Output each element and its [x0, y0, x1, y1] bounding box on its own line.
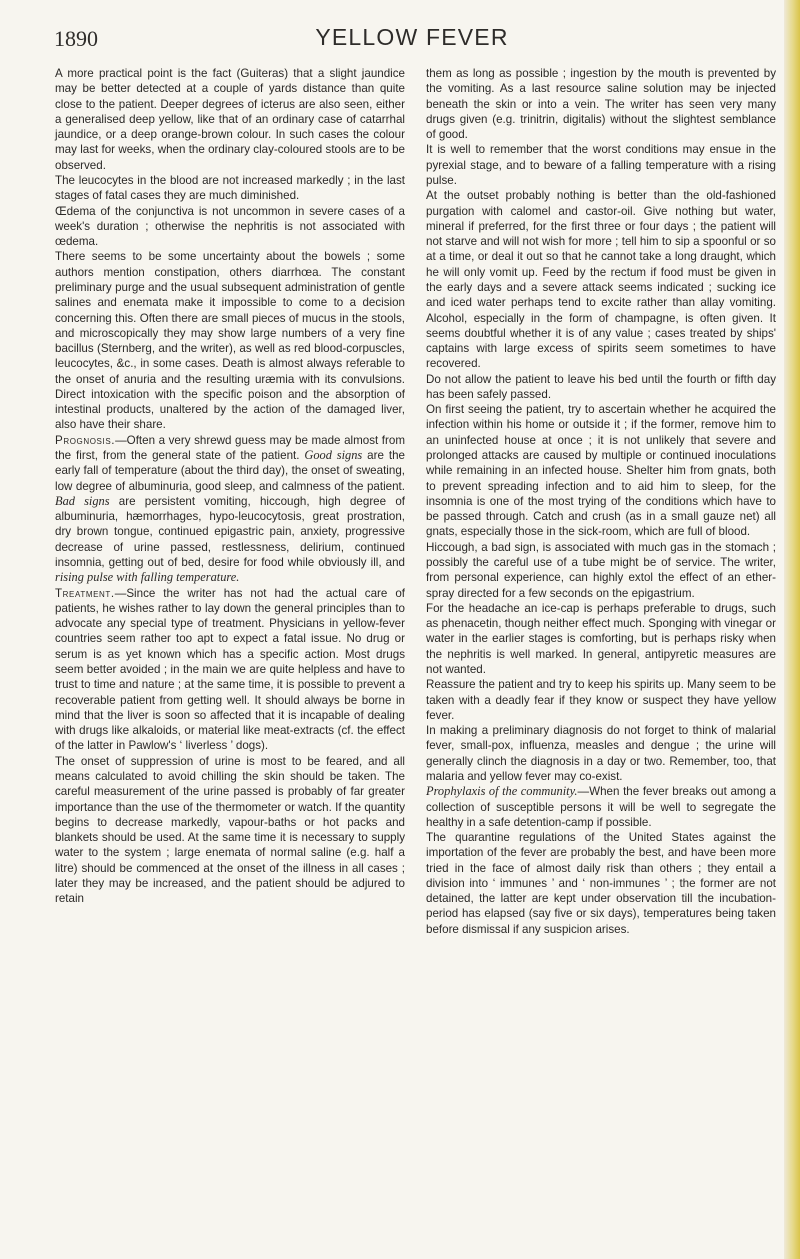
- paragraph-infection-source: On first seeing the patient, try to ascertain whether he acquired the infection within his home or outside it ; if the former, remove him to an uninfected house at once ; it is not unlikely that severe and prolonged attacks are caused by multiple or continued inoculations while remaining in an infected house. Shelter him from gnats, both to prevent spreading infection and to aid him to sleep, for the insomnia is one of the most trying of the conditions which have to be passed through. Catch and crush (as in a small gauze net) all gnats, especially those in the sick-room, which are full of blood.: [426, 403, 776, 539]
- paragraph-purgation: At the outset probably nothing is better than the old-fashioned purgation with calomel and castor-oil. Give nothing but water, mineral if preferred, for the first three or four days ; the patient will not starve and will not wish for more ; tell him to sip a spoonful or so at a time, or deal it out so that he cannot take a long draught, which he will only vomit up. Feed by the rectum if food must be given in the early days and a severe attack seems indicated ; sucking ice and iced water perhaps tend to excite rather than allay vomiting. Alcohol, especially in the form of champagne, is often given. It seems doubtful whether it is of any value ; cases treated by ships' captains with large excess of spirits seem sometimes to have recovered.: [426, 189, 776, 371]
- paragraph-suppression: The onset of suppression of urine is most to be feared, and all means calculated to avoid chilling the skin should be taken. The careful measurement of the urine passed is probably of far greater importance than the use of the thermometer or watch. If the quantity begins to decrease markedly, vapour-baths or hot packs and blankets should be used. At the same time it is necessary to supply water to the system ; large enemata of normal saline (e.g. half a litre) should be commenced at the onset of the illness in all cases ; later they may be increased, and the patient should be adjured to retain: [55, 754, 405, 906]
- bad-signs-label: Bad signs: [55, 493, 110, 508]
- prognosis-text-a: —Often a very shrewd guess may be made almost from the first, from the general state of the patient.: [55, 433, 405, 463]
- paragraph-bowels: There seems to be some uncertainty about the bowels ; some authors mention constipation, others diarrhœa. The constant preliminary purge and the usual subsequent administration of gentle salines and enemata make it impossible to come to a decision concerning this. Often there are small pieces of mucus in the stools, and microscopically they may show large numbers of a very fine bacillus (Sternberg, and the writer), as well as red blood-corpuscles, leucocytes, &c., in some cases. Death is almost always referable to the onset of anuria and the resulting uræmia with its convulsions. Direct intoxication with the specific poison and the absorption of intestinal products, unaltered by the action of the damaged liver, also have their share.: [55, 250, 405, 432]
- paragraph-hiccough: Hiccough, a bad sign, is associated with much gas in the stomach ; possibly the careful use of a tube might be of service. The writer, from personal experience, can highly extol the effect of an ether-spray directed for a few seconds on the epigastrium.: [426, 540, 776, 600]
- paragraph-ingestion: them as long as possible ; ingestion by the mouth is prevented by the vomiting. As a last resource saline solution may be injected beneath the skin or into a vein. The writer has seen very many drugs given (e.g. trinitrin, digitalis) without the slightest semblance of good.: [426, 67, 776, 142]
- rising-pulse-phrase: rising pulse with falling temperature.: [55, 570, 240, 585]
- paragraph-treatment: [55, 586, 405, 754]
- prognosis-text-b: are the early fall of temperature (about the third day), the onset of sweating, low degree of albuminuria, good sleep, and calmness of the patient.: [55, 449, 405, 493]
- paragraph-oedema: Œdema of the conjunctiva is not uncommon in severe cases of a week's duration ; otherwise the nephritis is not associated with œdema.: [55, 204, 405, 249]
- running-title: YELLOW FEVER: [315, 24, 509, 50]
- prophylaxis-heading: Prophylaxis of the community.: [426, 784, 578, 799]
- left-column: [55, 66, 405, 906]
- treatment-heading: Treatment.: [55, 586, 115, 600]
- paragraph-leucocytes: The leucocytes in the blood are not increased markedly ; in the last stages of fatal cases they are much diminished.: [55, 173, 405, 203]
- prognosis-text-c: are persistent vomiting, hiccough, high degree of albuminuria, hæmorrhages, hypo-leucocytosis, great prostration, dry brown tongue, continued epigastric pain, anxiety, progressive decrease of urine passed, restlessness, delirium, continued insomnia, getting out of bed, desire for food while obviously ill, and: [55, 494, 405, 569]
- treatment-text: —Since the writer has not had the actual care of patients, he wishes rather to lay down the general principles than to advocate any special type of treatment. Physicians in yellow-fever countries seem rather too apt to expect a fatal issue. No drug or serum is as yet known which has a specific action. Most drugs seem better avoided ; in the main we are quite helpless and have to trust to time and nature ; at the same time, it is possible to prevent a recoverable patient from getting well. It should always be borne in mind that the liver is soon so affected that it is incapable of dealing with drugs like alkaloids, or material like meat-extracts (cf. the effect of the latter in Pawlow's ‘ liverless ’ dogs).: [55, 586, 405, 753]
- page-number: 1890: [54, 26, 98, 51]
- paragraph-prophylaxis: [426, 784, 776, 830]
- paragraph-headache: For the headache an ice-cap is perhaps preferable to drugs, such as phenacetin, though neither effect much. Sponging with vinegar or water in the earlier stages is comforting, but is perhaps risky when the nephritis is well marked. In general, antipyretic measures are not wanted.: [426, 601, 776, 676]
- paragraph-quarantine: The quarantine regulations of the United States against the importation of the fever are probably the best, and have been more tried in the face of almost daily risk than others ; they entail a division into ‘ immunes ’ and ‘ non-immunes ’ ; the former are not detained, the latter are kept under observation till the incubation-period has elapsed (say five or six days), temperatures being taken before dismissal if any suspicion arises.: [426, 831, 776, 936]
- page-header: [54, 20, 770, 54]
- prophylaxis-text: —When the fever breaks out among a collection of susceptible persons it will be well to segregate the healthy in a safe detention-camp if possible.: [426, 785, 776, 829]
- good-signs-label: Good signs: [304, 448, 363, 463]
- paragraph-bed-rest: Do not allow the patient to leave his bed until the fourth or fifth day has been safely passed.: [426, 372, 776, 401]
- page-edge-stain: [784, 0, 800, 1259]
- paragraph-worst-conditions: It is well to remember that the worst conditions may ensue in the pyrexial stage, and to beware of a falling temperature with a rising pulse.: [426, 143, 776, 187]
- paragraph-jaundice: A more practical point is the fact (Guiteras) that a slight jaundice may be better detected at a couple of yards distance than quite close to the patient. Deeper degrees of icterus are also seen, either a generalised deep yellow, like that of an ordinary case of catarrhal jaundice, or a deep orange-brown colour. In such cases the colour may last for weeks, when the ordinary clay-coloured stools are to be observed.: [55, 67, 405, 172]
- paragraph-prognosis: [55, 433, 405, 586]
- paragraph-reassure: Reassure the patient and try to keep his spirits up. Many seem to be taken with a deadly fear if they know or suspect they have yellow fever.: [426, 678, 776, 722]
- prognosis-heading: Prognosis.: [55, 433, 116, 447]
- paragraph-diagnosis: In making a preliminary diagnosis do not forget to think of malarial fever, small-pox, influenza, measles and dengue ; the urine will generally clinch the diagnosis in a day or two. Remember, too, that malaria and yellow fever may co-exist.: [426, 724, 776, 783]
- right-column: [426, 66, 776, 937]
